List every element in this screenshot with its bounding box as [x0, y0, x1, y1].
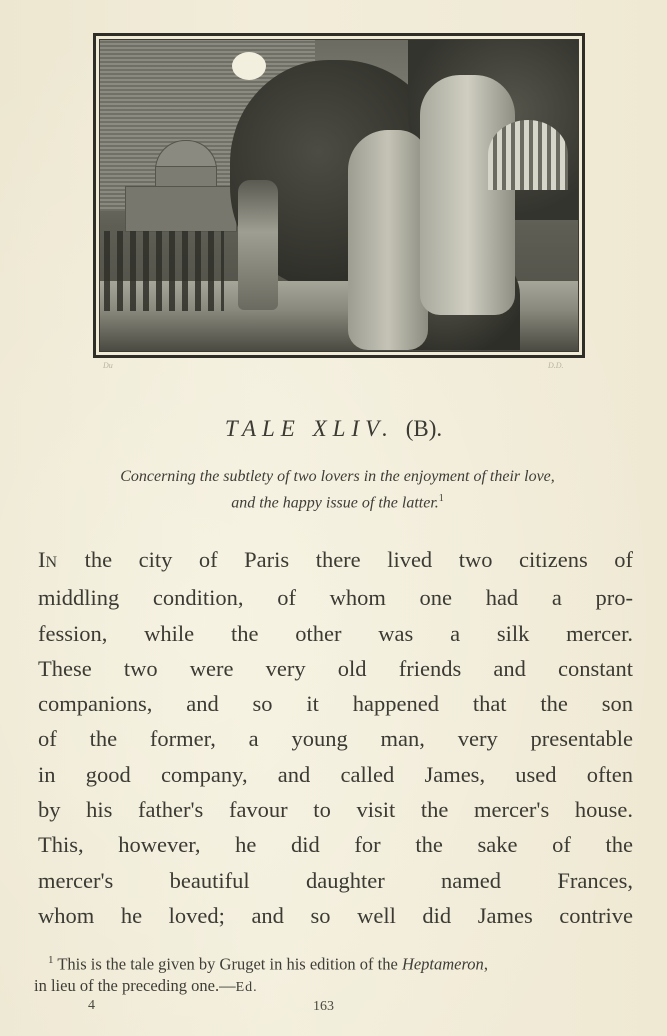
footnote-marker: 1 — [48, 954, 54, 966]
body-line: These two were very old friends and constant — [38, 655, 633, 681]
engraver-mark-left: Du — [103, 361, 113, 370]
footnote-text: This is the tale given by Gruget in his edition of the — [53, 954, 402, 974]
body-line: mercer's beautiful daughter named Frances, — [38, 867, 633, 893]
embracing-figure-left — [348, 130, 428, 350]
moon-shape — [232, 52, 266, 80]
body-line: IN the city of Paris there lived two citizens of — [38, 547, 633, 572]
page-number: 163 — [313, 999, 334, 1014]
body-line: whom he loved; and so well did James contrive — [38, 902, 633, 928]
engraving-scene — [99, 39, 579, 352]
woman-with-staff-figure — [238, 180, 278, 310]
body-line: fession, while the other was a silk mercer. — [38, 620, 633, 646]
body-line: middling condition, of whom one had a pro- — [38, 585, 633, 611]
domed-temple — [125, 140, 235, 230]
body-line: companions, and so it happened that the son — [38, 691, 633, 717]
body-line: in good company, and called James, used often — [38, 761, 633, 787]
body-line: by his father's favour to visit the mercer's house. — [38, 797, 633, 823]
subtitle-line-2: and the happy issue of the latter. — [231, 494, 439, 512]
tale-title — [0, 416, 667, 442]
subtitle-line-1: Concerning the subtlety of two lovers in the enjoyment of their love, — [120, 468, 555, 485]
shrubs — [104, 231, 224, 311]
embracing-figure-right — [420, 75, 515, 315]
tale-subtitle — [40, 466, 635, 514]
body-line: of the former, a young man, very presentable — [38, 726, 633, 752]
tale-title-suffix: (B). — [405, 416, 443, 441]
editor-mark: Ed. — [235, 979, 258, 995]
engraver-mark-right: D.D. — [548, 361, 564, 370]
footnote-reference: 1 — [438, 493, 444, 504]
small-caps-opening: IN — [38, 547, 59, 572]
engraving-illustration — [93, 33, 585, 358]
body-paragraph — [38, 542, 633, 933]
body-line: This, however, he did for the sake of the — [38, 832, 633, 858]
footnote-text-line-2: in lieu of the preceding one.— — [34, 975, 236, 995]
footnote: $^1$ This is the tale given by Gruget in his edition of the Heptameron, in lieu of the preceding one.—Ed. — [34, 954, 488, 995]
shell-fountain — [488, 120, 568, 190]
footnote-book-title: Heptameron — [401, 954, 484, 974]
signature-mark: 4 — [88, 998, 95, 1013]
tale-title-main: TALE XLIV. — [224, 416, 394, 441]
